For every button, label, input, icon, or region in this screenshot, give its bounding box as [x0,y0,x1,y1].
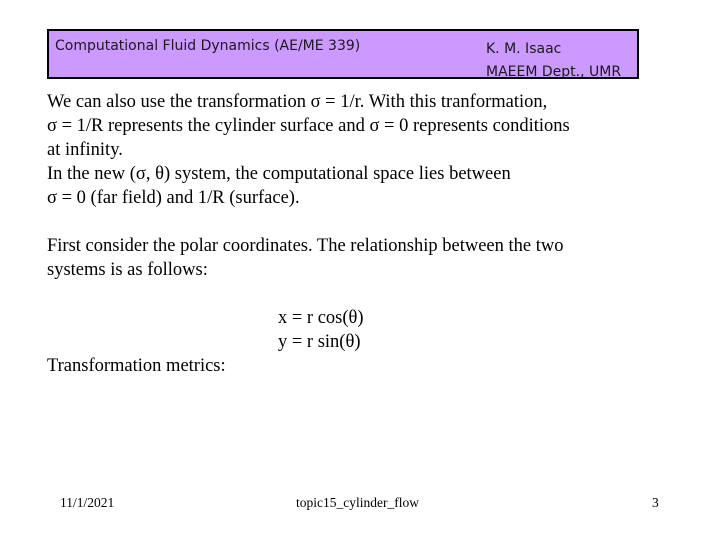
footer-date: 11/1/2021 [60,495,115,510]
course-title: Computational Fluid Dynamics (AE/ME 339) [55,38,361,54]
page-number: 3 [652,495,659,510]
equation-y: y = r sin(θ) [278,332,361,352]
paragraph-line: σ = 1/R represents the cylinder surface and σ = 0 represents conditions [47,116,570,136]
footer-topic: topic15_cylinder_flow [296,495,419,510]
paragraph-line: at infinity. [47,140,123,160]
equation-block [278,306,364,354]
metrics-label: Transformation metrics: [47,356,226,376]
department-name: MAEEM Dept., UMR [486,64,622,80]
paragraph-line: In the new (σ, θ) system, the computational space lies between [47,164,511,184]
paragraph-polar-coordinates [47,234,687,282]
equation-x: x = r cos(θ) [278,308,364,328]
author-name: K. M. Isaac [486,41,562,57]
paragraph-transformation [47,90,687,210]
paragraph-line: σ = 0 (far field) and 1/R (surface). [47,188,300,208]
paragraph-line: systems is as follows: [47,260,208,280]
paragraph-line: We can also use the transformation σ = 1/r. With this tranformation, [47,92,548,112]
header-banner [47,29,639,79]
paragraph-line: First consider the polar coordinates. The relationship between the two [47,236,564,256]
author-block [486,38,621,84]
